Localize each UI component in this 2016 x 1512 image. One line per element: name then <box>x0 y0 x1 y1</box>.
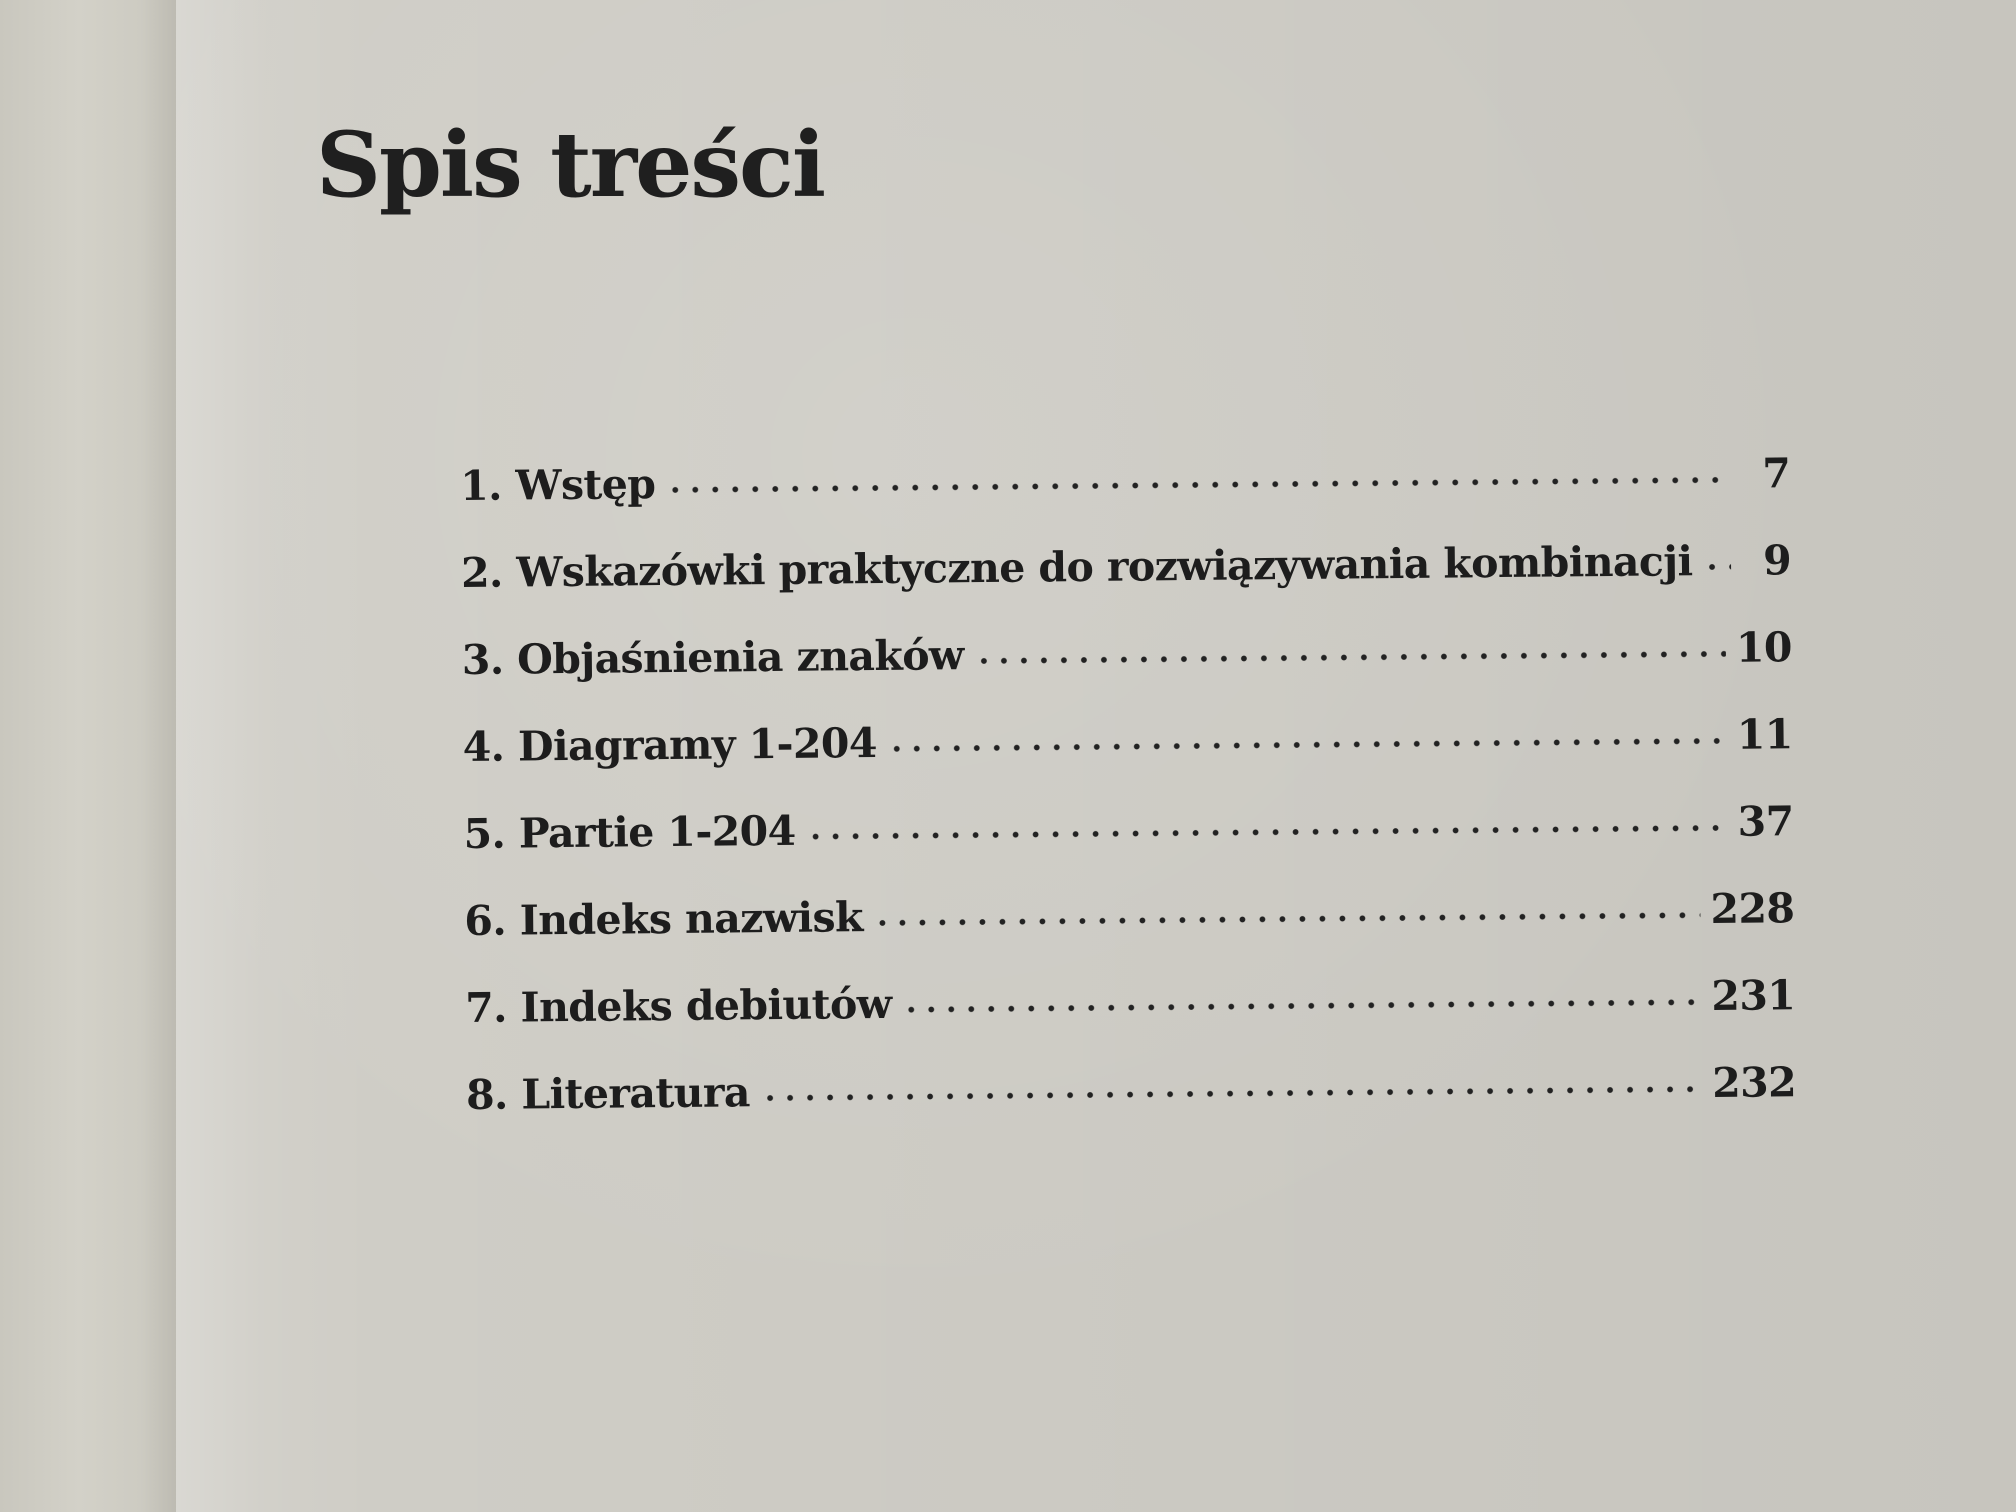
toc-entry-3 <box>462 623 1793 723</box>
dot-leader <box>665 475 1730 495</box>
toc-entry-label: 5. Partie 1-204 <box>463 806 796 858</box>
toc-entry-page: 232 <box>1711 1058 1797 1108</box>
page-title: Spis treści <box>316 112 825 218</box>
toc-entry-label: 6. Indeks nazwisk <box>464 893 864 945</box>
page-edge <box>0 0 176 1512</box>
toc-entry-label: 8. Literatura <box>465 1068 751 1119</box>
toc-entry-page: 7 <box>1762 449 1791 498</box>
dot-leader <box>873 910 1701 928</box>
toc-entry-page: 11 <box>1736 710 1793 759</box>
toc-entry-page: 37 <box>1737 797 1794 846</box>
toc-entry-4 <box>463 710 1794 810</box>
dot-leader <box>887 736 1727 754</box>
dot-leader <box>806 823 1728 842</box>
toc-entry-label: 4. Diagramy 1-204 <box>462 719 877 771</box>
toc-entry-page: 231 <box>1711 971 1796 1021</box>
toc-entry-label: 3. Objaśnienia znaków <box>461 631 964 684</box>
toc-entry-1 <box>460 449 1791 549</box>
dot-leader <box>974 649 1726 666</box>
toc-entry-page: 10 <box>1735 623 1793 672</box>
toc-entry-label: 7. Indeks debiutów <box>465 979 892 1032</box>
toc-entry-page: 9 <box>1762 536 1792 585</box>
toc-entry-label: 1. Wstęp <box>460 460 656 510</box>
toc-entry-6 <box>464 884 1795 984</box>
toc-entry-page: 228 <box>1710 884 1795 934</box>
toc-entry-5 <box>463 797 1794 897</box>
toc-entry-label: 2. Wskazówki praktyczne do rozwiązywania kombinacji <box>460 537 1693 597</box>
dot-leader <box>760 1084 1702 1103</box>
dot-leader <box>901 997 1701 1015</box>
toc-entry-2 <box>461 536 1792 636</box>
table-of-contents <box>460 449 1797 1158</box>
toc-entry-8 <box>466 1058 1797 1158</box>
toc-entry-7 <box>465 971 1796 1071</box>
dot-leader <box>1702 562 1731 572</box>
